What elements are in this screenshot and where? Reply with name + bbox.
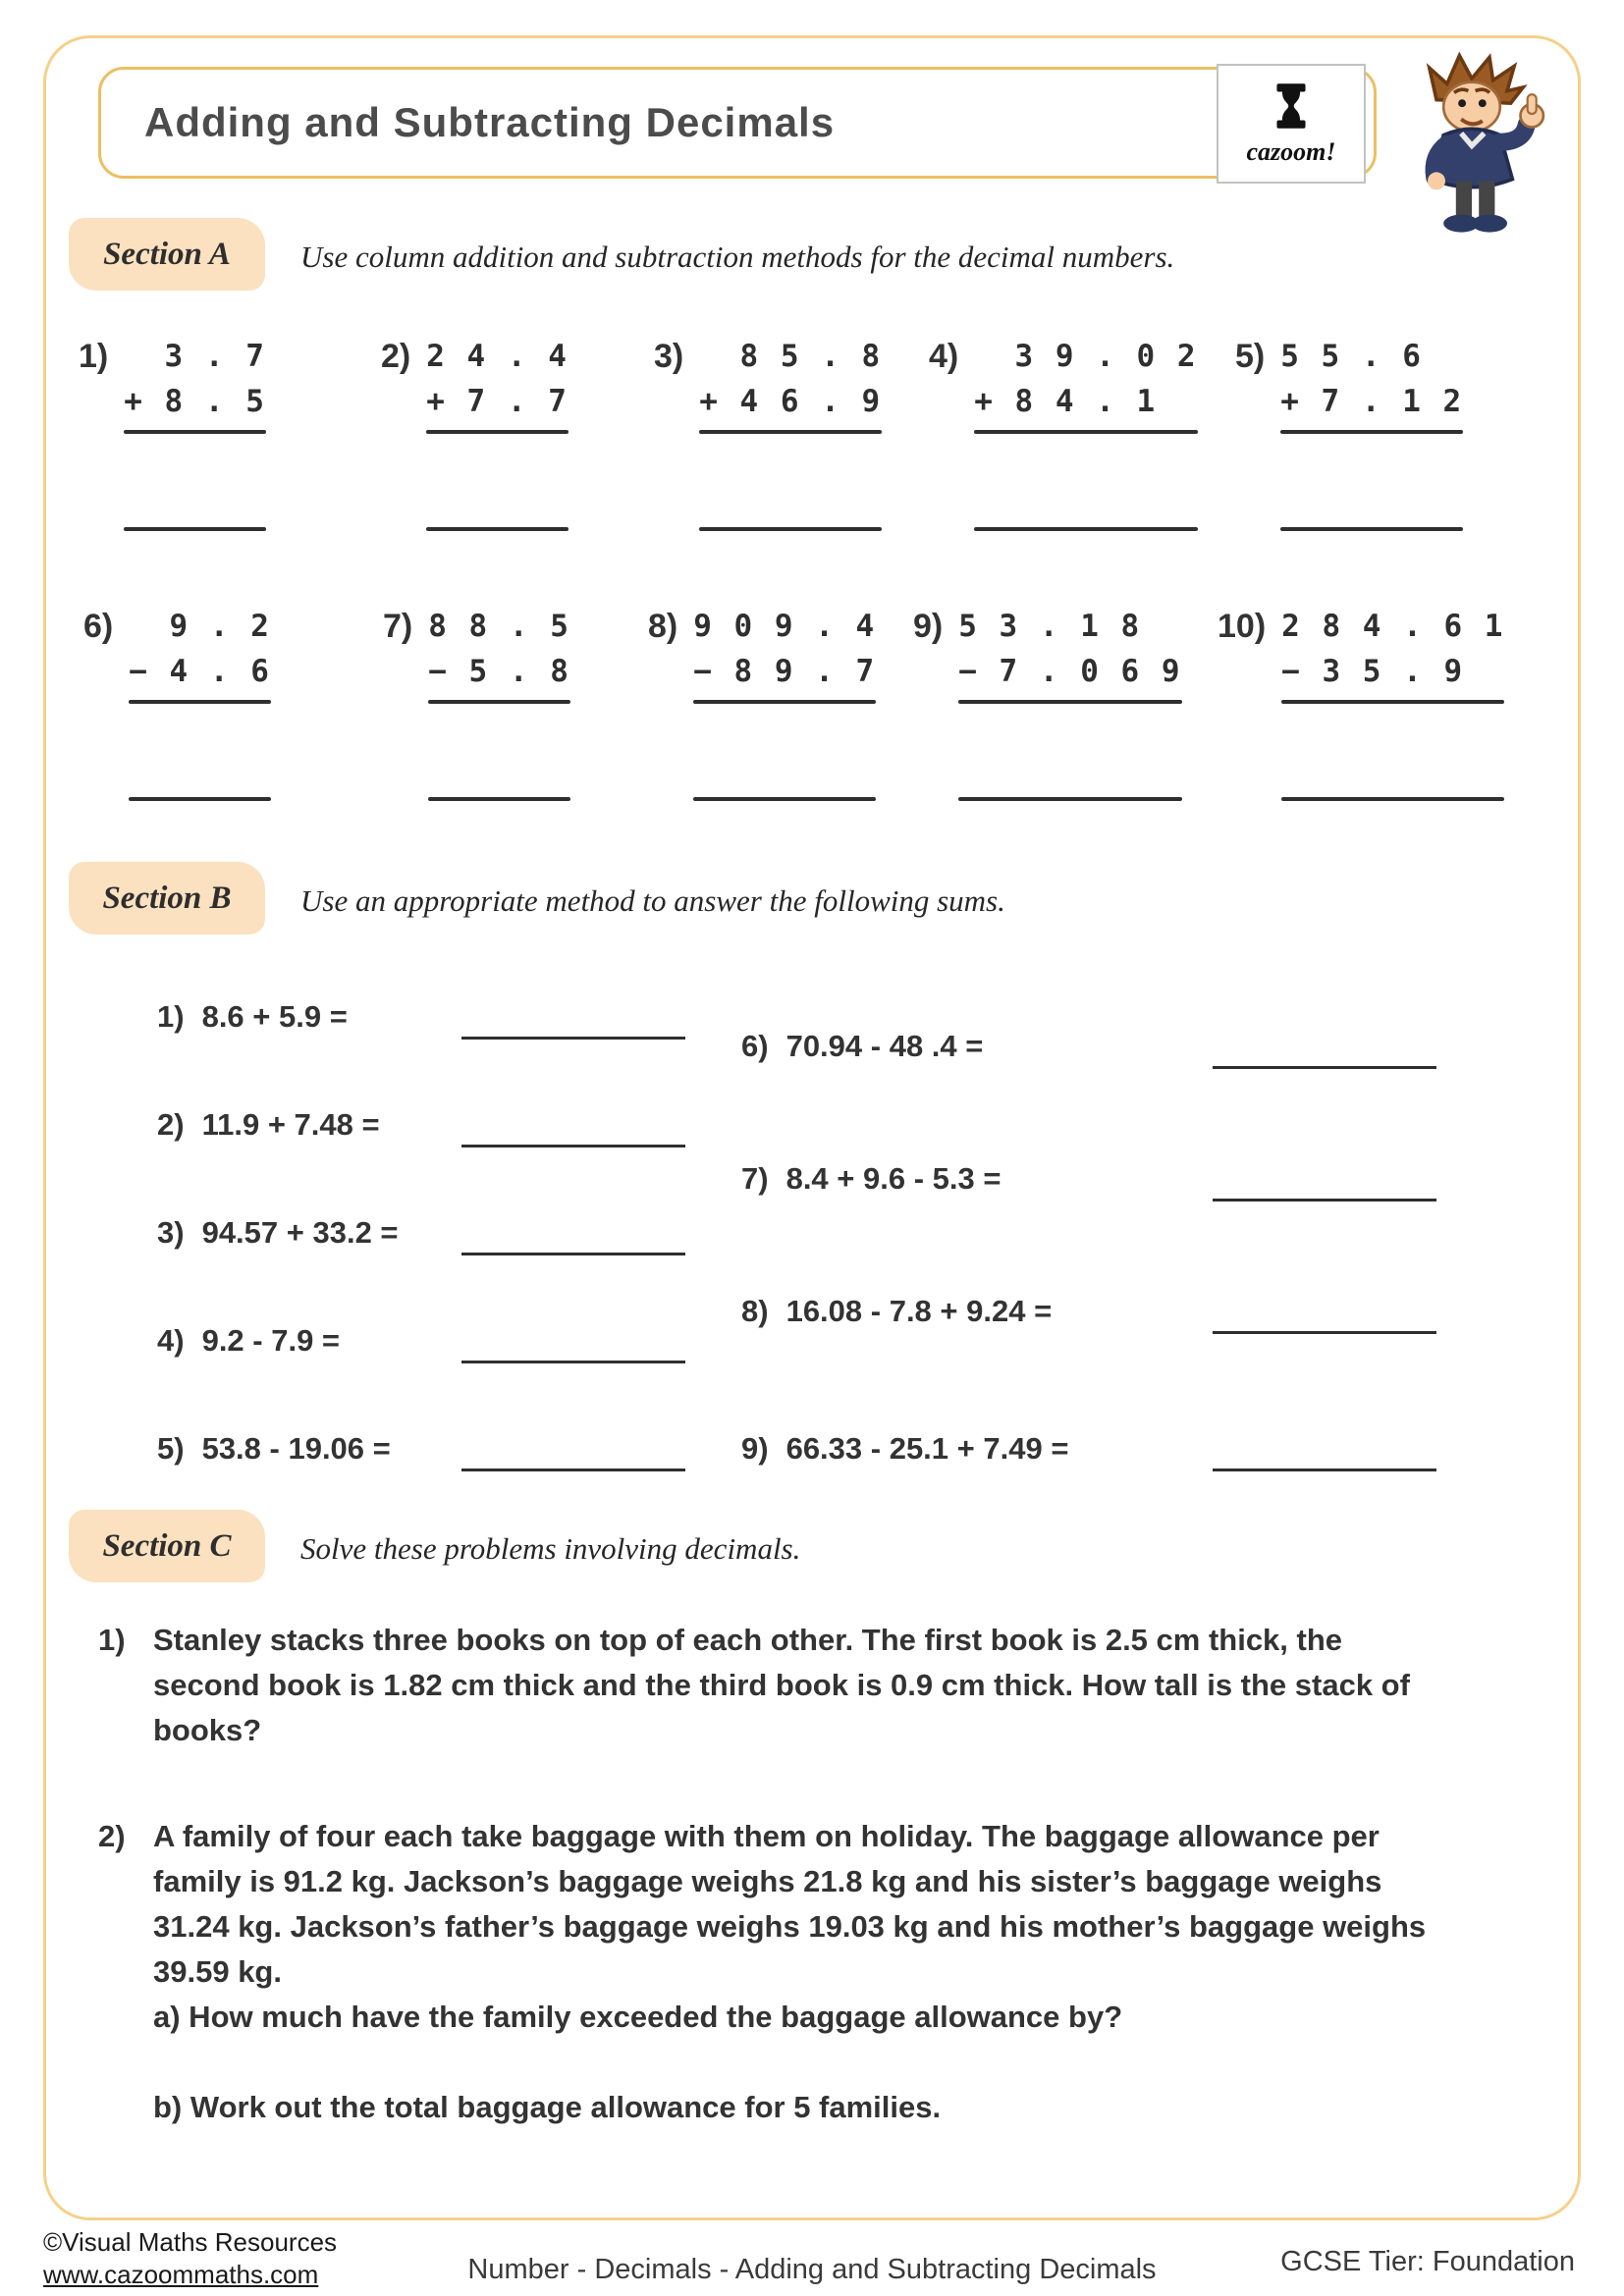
bottom-operand: + 8 4 . 1	[974, 384, 1158, 419]
answer-blank-line	[461, 1145, 685, 1148]
footer-topic: Number - Decimals - Adding and Subtracting Decimals	[467, 2254, 1157, 2285]
section-c-instruction: Solve these problems involving decimals.	[300, 1531, 801, 1566]
answer-blank-line	[1213, 1331, 1436, 1334]
sum-item-3	[157, 1215, 399, 1251]
sum-rule-line	[124, 430, 266, 434]
title-box	[98, 67, 1377, 179]
section-a-label: Section A	[103, 236, 231, 272]
problem-number: 9)	[913, 608, 944, 645]
section-b-pill	[69, 862, 265, 934]
page-title: Adding and Subtracting Decimals	[144, 99, 836, 145]
column-workspace	[974, 334, 1197, 531]
hourglass-logo-icon	[1272, 81, 1311, 135]
column-problem-8	[648, 604, 876, 801]
sum-item-2	[157, 1107, 380, 1143]
sum-item-4	[157, 1323, 340, 1359]
column-problem-4	[929, 334, 1198, 531]
sum-item-7	[741, 1161, 1001, 1197]
column-problem-3	[654, 334, 882, 531]
answer-rule-line	[974, 527, 1197, 531]
answer-rule-line	[129, 797, 271, 801]
problem-text	[153, 1814, 1439, 2130]
problem-number: 6)	[83, 608, 114, 645]
cazoom-url-link[interactable]: www.cazoommaths.com	[43, 2260, 319, 2289]
answer-blank-line	[461, 1037, 685, 1040]
column-workspace	[693, 604, 876, 801]
item-number: 7)	[741, 1161, 769, 1196]
section-b-label: Section B	[102, 880, 232, 916]
column-workspace	[124, 334, 266, 531]
cazoom-logo	[1217, 64, 1366, 184]
problem-main-text: A family of four each take baggage with them on holiday. The baggage allowance per family is 91.2 kg. Jackson’s baggage weighs 21.8 kg and his sister’s baggage weighs 31.24 kg. Jackson’s father’s baggage weighs 19.03 kg and his mother’s baggage weighs 39.59 kg.	[153, 1819, 1427, 1989]
expression: 11.9 + 7.48 =	[201, 1107, 380, 1142]
answer-rule-line	[124, 527, 266, 531]
problem-number: 5)	[1235, 338, 1266, 375]
top-operand: 2 4 . 4	[426, 339, 568, 374]
item-number: 4)	[157, 1323, 185, 1358]
column-problem-10	[1218, 604, 1504, 801]
item-number: 8)	[741, 1294, 769, 1328]
top-operand: 3 9 . 0 2	[974, 339, 1198, 374]
column-problem-2	[381, 334, 568, 531]
answer-blank-line	[1213, 1468, 1436, 1471]
sum-item-5	[157, 1431, 391, 1467]
expression: 70.94 - 48 .4 =	[785, 1029, 984, 1063]
sum-rule-line	[426, 430, 568, 434]
answer-rule-line	[958, 797, 1181, 801]
item-number: 1)	[157, 999, 185, 1034]
item-number: 2)	[157, 1107, 185, 1142]
problem-part-b: b) Work out the total baggage allowance for 5 families.	[153, 2090, 942, 2124]
answer-blank-line	[1213, 1199, 1436, 1201]
section-c-pill	[69, 1510, 265, 1582]
answer-rule-line	[428, 797, 570, 801]
column-workspace	[1280, 334, 1463, 531]
column-problem-9	[913, 604, 1182, 801]
expression: 66.33 - 25.1 + 7.49 =	[785, 1431, 1069, 1466]
column-problem-1	[79, 334, 266, 531]
problem-number: 3)	[654, 338, 684, 375]
expression: 53.8 - 19.06 =	[201, 1431, 391, 1466]
column-problem-7	[383, 604, 570, 801]
top-operand: 9 0 9 . 4	[693, 609, 877, 644]
problem-number: 8)	[648, 608, 678, 645]
bottom-operand: + 8 . 5	[124, 384, 266, 419]
item-number: 9)	[741, 1431, 769, 1466]
footer-credits	[43, 2226, 337, 2291]
sum-item-9	[741, 1431, 1068, 1467]
top-operand: 8 8 . 5	[428, 609, 570, 644]
problem-number: 1)	[98, 1623, 126, 1657]
word-problem-1	[98, 1618, 1439, 1753]
answer-rule-line	[699, 527, 882, 531]
sum-rule-line	[699, 430, 882, 434]
copyright-text: ©Visual Maths Resources	[43, 2227, 338, 2257]
answer-rule-line	[1280, 527, 1463, 531]
problem-number: 4)	[929, 338, 959, 375]
mascot-character-illustration	[1382, 43, 1579, 238]
top-operand: 5 5 . 6	[1280, 339, 1423, 374]
sum-item-8	[741, 1294, 1052, 1329]
top-operand: 9 . 2	[129, 609, 271, 644]
sum-item-6	[741, 1029, 983, 1064]
sum-item-1	[157, 999, 348, 1035]
item-number: 5)	[157, 1431, 185, 1466]
bottom-operand: − 3 5 . 9	[1281, 654, 1465, 689]
section-a-instruction: Use column addition and subtraction methods for the decimal numbers.	[300, 240, 1175, 274]
section-a-pill	[69, 218, 265, 291]
answer-rule-line	[693, 797, 876, 801]
column-problem-5	[1235, 334, 1463, 531]
column-workspace	[699, 334, 882, 531]
sum-rule-line	[958, 700, 1181, 704]
sum-rule-line	[1281, 700, 1504, 704]
answer-blank-line	[1213, 1066, 1436, 1069]
problem-number: 2)	[98, 1819, 126, 1853]
problem-number: 2)	[381, 338, 411, 375]
sum-rule-line	[974, 430, 1197, 434]
answer-blank-line	[461, 1468, 685, 1471]
problem-text: Stanley stacks three books on top of each other. The first book is 2.5 cm thick, the second book is 1.82 cm thick and the third book is 0.9 cm thick. How tall is the stack of books?	[153, 1623, 1410, 1747]
bottom-operand: − 7 . 0 6 9	[958, 654, 1182, 689]
problem-number: 10)	[1218, 608, 1267, 645]
column-workspace	[1281, 604, 1504, 801]
column-workspace	[426, 334, 568, 531]
top-operand: 3 . 7	[124, 339, 266, 374]
item-number: 3)	[157, 1215, 185, 1250]
bottom-operand: − 8 9 . 7	[693, 654, 877, 689]
top-operand: 8 5 . 8	[699, 339, 883, 374]
section-c-label: Section C	[102, 1527, 232, 1564]
bottom-operand: + 4 6 . 9	[699, 384, 883, 419]
column-workspace	[129, 604, 271, 801]
word-problem-2	[98, 1814, 1439, 2130]
answer-blank-line	[461, 1253, 685, 1255]
expression: 8.6 + 5.9 =	[201, 999, 348, 1034]
sum-rule-line	[1280, 430, 1463, 434]
expression: 16.08 - 7.8 + 9.24 =	[785, 1294, 1053, 1328]
expression: 8.4 + 9.6 - 5.3 =	[785, 1161, 1001, 1196]
bottom-operand: + 7 . 7	[426, 384, 568, 419]
footer-tier: GCSE Tier: Foundation	[1280, 2246, 1575, 2277]
problem-number: 1)	[79, 338, 109, 375]
answer-rule-line	[1281, 797, 1504, 801]
problem-number: 7)	[383, 608, 413, 645]
problem-part-a: a) How much have the family exceeded the baggage allowance by?	[153, 2000, 1123, 2034]
answer-blank-line	[461, 1361, 685, 1363]
bottom-operand: − 4 . 6	[129, 654, 271, 689]
sum-rule-line	[428, 700, 570, 704]
expression: 9.2 - 7.9 =	[201, 1323, 341, 1358]
sum-rule-line	[693, 700, 876, 704]
bottom-operand: − 5 . 8	[428, 654, 570, 689]
column-workspace	[428, 604, 570, 801]
item-number: 6)	[741, 1029, 769, 1063]
expression: 94.57 + 33.2 =	[201, 1215, 399, 1250]
bottom-operand: + 7 . 1 2	[1280, 384, 1464, 419]
answer-rule-line	[426, 527, 568, 531]
top-operand: 5 3 . 1 8	[958, 609, 1142, 644]
column-problem-6	[83, 604, 271, 801]
top-operand: 2 8 4 . 6 1	[1281, 609, 1505, 644]
sum-rule-line	[129, 700, 271, 704]
cazoom-logo-text: cazoom!	[1246, 136, 1336, 166]
column-workspace	[958, 604, 1181, 801]
section-b-instruction: Use an appropriate method to answer the following sums.	[300, 883, 1005, 918]
